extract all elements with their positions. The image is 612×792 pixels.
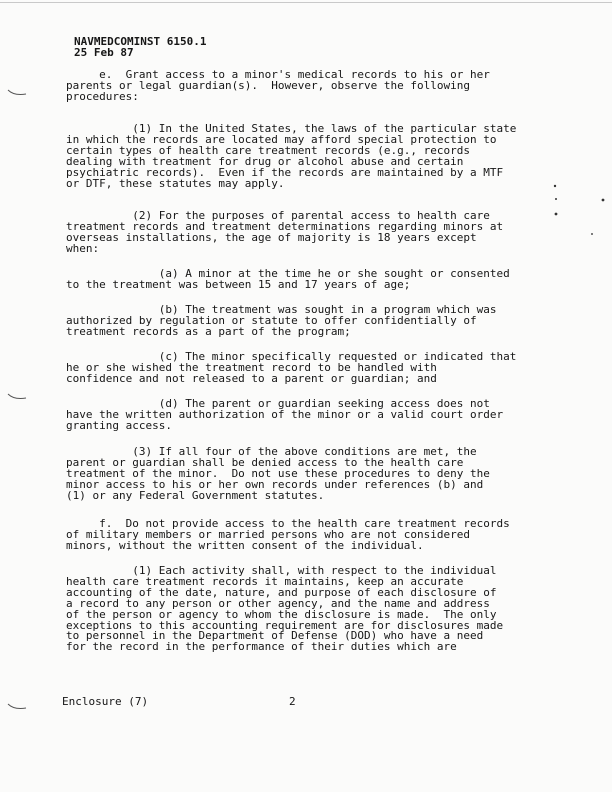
- text-line: or DTF, these statutes may apply.: [66, 176, 285, 190]
- text-line: treatment records as a part of the program;: [66, 324, 351, 338]
- text-line: (a) A minor at the time he or she sought or consented: [66, 267, 510, 280]
- text-line: when:: [66, 241, 100, 255]
- text-line: parents or legal guardian(s). However, observe the following: [66, 78, 470, 92]
- binder-hole-mark-middle: [6, 392, 30, 402]
- binder-hole-mark-top: [6, 88, 30, 98]
- paragraph-e-2-a: [66, 269, 554, 291]
- text-line: (3) If all four of the above conditions are met, the: [66, 445, 477, 458]
- text-line: dealing with treatment for drug or alcohol abuse and certain: [66, 154, 464, 168]
- text-line: have the written authorization of the minor or a valid court order: [66, 407, 504, 421]
- text-line: overseas installations, the age of majority is 18 years except: [66, 230, 477, 244]
- text-line: parent or guardian shall be denied access to the health care: [66, 455, 464, 469]
- text-line: treatment records and treatment determinations regarding minors at: [66, 219, 504, 233]
- paragraph-e-3: [66, 447, 554, 502]
- binder-hole-mark-bottom: [6, 702, 30, 712]
- text-line: (1) or any Federal Government statutes.: [66, 488, 325, 502]
- text-line: minor access to his or her own records under references (b) and: [66, 477, 484, 491]
- enclosure-label: Enclosure (7): [62, 695, 149, 708]
- paragraph-e-2: [66, 211, 554, 255]
- paragraph-e-2-b: [66, 305, 554, 338]
- text-line: to personnel in the Department of Defense (DOD) who have a need: [66, 629, 484, 643]
- paragraph-f-1: [66, 566, 554, 653]
- scan-top-edge: [0, 2, 612, 3]
- text-line: (1) In the United States, the laws of the particular state: [66, 122, 517, 135]
- page-number: 2: [289, 695, 296, 708]
- text-line: f. Do not provide access to the health care treatment records: [66, 517, 510, 530]
- text-line: in which the records are located may afford special protection to: [66, 132, 497, 146]
- text-line: psychiatric records). Even if the records are maintained by a MTF: [66, 165, 504, 179]
- paragraph-e-2-c: [66, 352, 554, 385]
- text-line: (c) The minor specifically requested or indicated that: [66, 350, 517, 363]
- text-line: minors, without the written consent of the individual.: [66, 538, 424, 552]
- document-id: NAVMEDCOMINST 6150.1: [74, 35, 207, 48]
- text-line: authorized by regulation or statute to offer confidentially of: [66, 313, 477, 327]
- text-line: (b) The treatment was sought in a program which was: [66, 303, 497, 316]
- text-line: e. Grant access to a minor's medical records to his or her: [66, 68, 490, 81]
- scan-specks: [548, 180, 612, 240]
- text-line: granting access.: [66, 418, 172, 432]
- text-line: a record to any person or other agency, and the name and address: [66, 596, 490, 610]
- paragraph-f: [66, 519, 554, 552]
- text-line: confidence and not released to a parent or guardian; and: [66, 371, 437, 385]
- text-line: procedures:: [66, 89, 139, 103]
- text-line: (1) Each activity shall, with respect to the individual: [66, 564, 497, 577]
- text-line: of the person or agency to whom the disclosure is made. The only: [66, 607, 497, 621]
- text-line: treatment of the minor. Do not use these procedures to deny the: [66, 466, 490, 480]
- paragraph-e-1: [66, 124, 554, 189]
- text-line: for the record in the performance of their duties which are: [66, 640, 457, 654]
- text-line: certain types of health care treatment records (e.g., records: [66, 143, 470, 157]
- text-line: he or she wished the treatment record to be handled with: [66, 360, 437, 374]
- text-line: health care treatment records it maintains, keep an accurate: [66, 574, 464, 588]
- text-line: to the treatment was between 15 and 17 years of age;: [66, 277, 411, 291]
- paragraph-e-2-d: [66, 399, 554, 432]
- document-date: 25 Feb 87: [74, 45, 134, 59]
- paragraph-e: [66, 70, 554, 103]
- text-line: (d) The parent or guardian seeking access does not: [66, 397, 490, 410]
- text-line: accounting of the date, nature, and purpose of each disclosure of: [66, 585, 497, 599]
- text-line: of military members or married persons who are not considered: [66, 527, 470, 541]
- text-line: exceptions to this accounting requirement are for disclosures made: [66, 618, 504, 632]
- text-line: (2) For the purposes of parental access to health care: [66, 209, 490, 222]
- document-header: [74, 37, 206, 59]
